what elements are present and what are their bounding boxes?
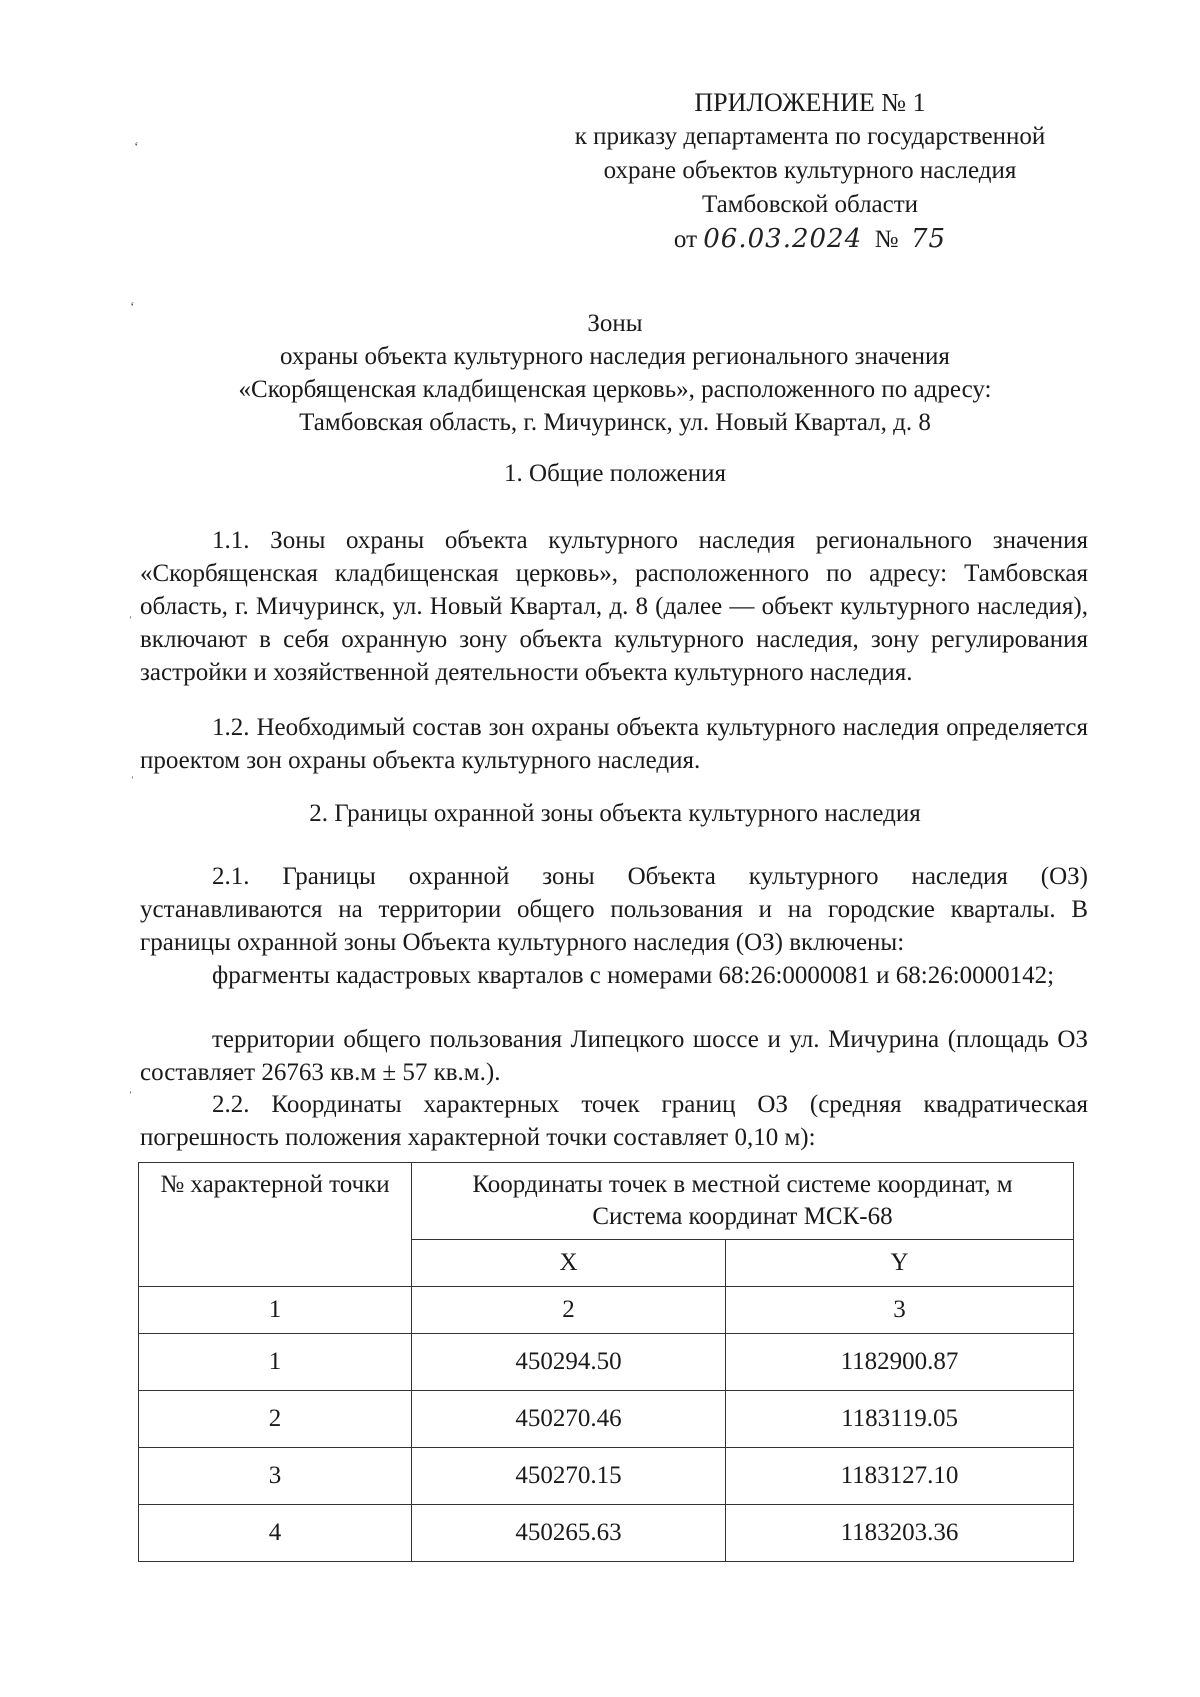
paragraph-1-2: 1.2. Необходимый состав зон охраны объекта культурного наследия определяется проектом зон охраны объекта культурного наследия. <box>140 714 1088 774</box>
table-header-row <box>139 1163 1074 1240</box>
table-row <box>139 1505 1074 1562</box>
header-y: Y <box>726 1240 1074 1287</box>
appendix-date-line <box>540 222 1080 257</box>
document-heading <box>140 307 1090 439</box>
section-1-title: 1. Общие положения <box>504 460 726 487</box>
numbering-cell: 2 <box>412 1287 726 1334</box>
appendix-title: ПРИЛОЖЕНИЕ № 1 <box>694 88 926 117</box>
scan-speck: ʻ <box>134 140 139 155</box>
paragraph-2-1: 2.1. Границы охранной зоны Объекта культурного наследия (ОЗ) устанавливаются на территории общего пользования и на городские кварталы. В границы охранной зоны Объекта культурного наследия (ОЗ) включены: <box>140 863 1088 956</box>
table-row <box>139 1391 1074 1448</box>
paragraph-2-2: 2.2. Координаты характерных точек границ ОЗ (средняя квадратическая погрешность положения характерной точки составляет 0,10 м): <box>140 1091 1088 1151</box>
heading-line-4: Тамбовская область, г. Мичуринск, ул. Новый Квартал, д. 8 <box>299 409 931 436</box>
numbering-cell: 3 <box>726 1287 1074 1334</box>
point-number-cell: 3 <box>139 1448 412 1505</box>
scan-speck: ˈ <box>130 775 135 790</box>
coordinates-table <box>138 1162 1074 1562</box>
x-cell: 450270.15 <box>412 1448 726 1505</box>
point-number-cell: 2 <box>139 1391 412 1448</box>
header-coordinates <box>412 1163 1074 1240</box>
appendix-header <box>540 86 1080 257</box>
heading-line-1: Зоны <box>587 310 643 337</box>
table-row <box>139 1334 1074 1391</box>
scan-speck: ˈ <box>128 1090 133 1105</box>
table-row <box>139 1448 1074 1505</box>
heading-line-2: охраны объекта культурного наследия регионального значения <box>280 343 950 370</box>
appendix-line-1: к приказу департамента по государственной <box>574 123 1046 150</box>
x-cell: 450294.50 <box>412 1334 726 1391</box>
header-coordinates-line-2: Система координат МСК-68 <box>592 1203 893 1230</box>
table-numbering-row <box>139 1287 1074 1334</box>
heading-line-3: «Скорбященская кладбищенская церковь», расположенного по адресу: <box>238 376 992 403</box>
scan-speck: ˈ <box>128 615 133 630</box>
numbering-cell: 1 <box>139 1287 412 1334</box>
header-coordinates-line-1: Координаты точек в местной системе координат, м <box>472 1171 1013 1198</box>
paragraph-2-1-a: фрагменты кадастровых кварталов с номерами 68:26:0000081 и 68:26:0000142; <box>212 962 1055 989</box>
paragraph-1-1: 1.1. Зоны охраны объекта культурного наследия регионального значения «Скорбященская кладбищенская церковь», расположенного по адресу: Тамбовская область, г. Мичуринск, ул. Новый Квартал, д. 8 (далее — объект культурного наследия), включают в себя охранную зону объекта культурного наследия, зону регулирования застройки и хозяйственной деятельности объекта культурного наследия. <box>140 527 1088 686</box>
y-cell: 1182900.87 <box>726 1334 1074 1391</box>
header-x: X <box>412 1240 726 1287</box>
y-cell: 1183203.36 <box>726 1505 1074 1562</box>
section-2-title: 2. Границы охранной зоны объекта культурного наследия <box>309 800 921 827</box>
number-prefix: № <box>874 226 899 253</box>
header-point-number: № характерной точки <box>139 1163 412 1287</box>
y-cell: 1183119.05 <box>726 1391 1074 1448</box>
point-number-cell: 1 <box>139 1334 412 1391</box>
y-cell: 1183127.10 <box>726 1448 1074 1505</box>
appendix-line-2: охране объектов культурного наследия <box>603 157 1017 184</box>
point-number-cell: 4 <box>139 1505 412 1562</box>
scan-speck: ʻ <box>130 300 135 315</box>
x-cell: 450265.63 <box>412 1505 726 1562</box>
handwritten-date: 06.03.2024 <box>703 224 863 254</box>
paragraph-2-1-b: территории общего пользования Липецкого шоссе и ул. Мичурина (площадь ОЗ составляет 26763 кв.м ± 57 кв.м.). <box>140 1026 1088 1086</box>
handwritten-number: 75 <box>911 224 947 254</box>
appendix-line-3: Тамбовской области <box>701 191 919 218</box>
x-cell: 450270.46 <box>412 1391 726 1448</box>
date-prefix: от <box>673 226 698 253</box>
